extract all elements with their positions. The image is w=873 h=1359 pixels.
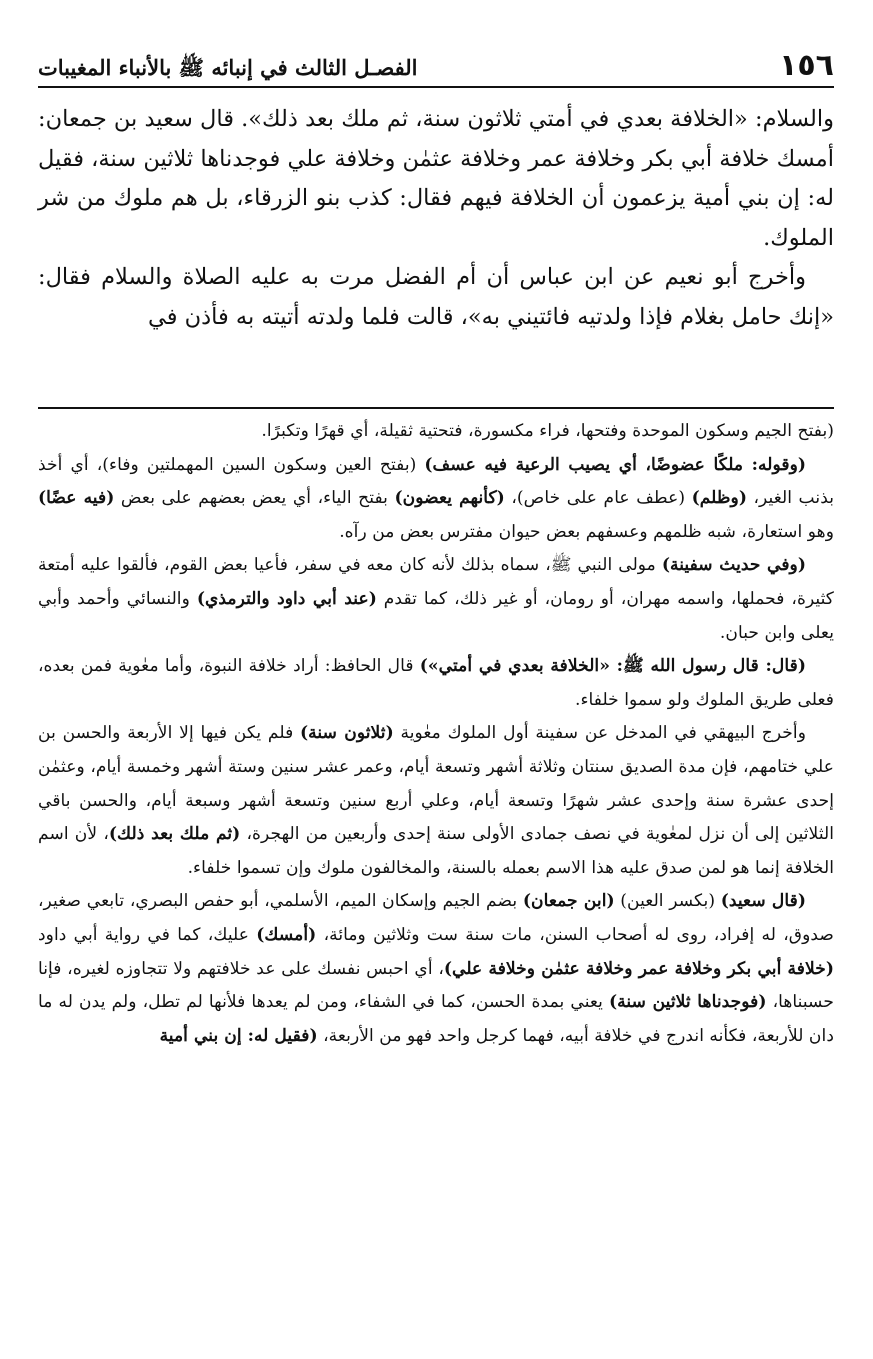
commentary-text: (عطف عام على خاص)، <box>504 488 692 509</box>
quoted-lemma: (وفي حديث سفينة) <box>661 555 806 576</box>
quoted-lemma: (أمسك) <box>256 924 317 945</box>
quoted-lemma: (ثم ملك بعد ذلك) <box>108 824 241 845</box>
quoted-lemma: (وظلم) <box>691 488 747 509</box>
commentary-text: قال الحافظ: أراد خلافة النبوة، وأما معٰوية فمن بعده، فعلى طريق الملوك ولو سموا خلفاء. <box>38 656 834 710</box>
quoted-lemma: (ابن جمعان) <box>522 891 615 912</box>
quoted-lemma: (وقوله: ملكًا عضوضًا، أي يصيب الرعية فيه عسف) <box>424 454 806 475</box>
quoted-lemma: (قال: قال رسول الله ﷺ: «الخلافة بعدي في أمتي») <box>419 656 806 677</box>
quoted-lemma: (قال سعيد) <box>720 891 806 912</box>
commentary-text: وهو استعارة، شبه ظلمهم وعسفهم بعض حيوان مفترس بعض من رآه. <box>339 521 834 542</box>
commentary-text: وأخرج البيهقي في المدخل عن سفينة أول الملوك معٰوية <box>393 723 807 744</box>
footnote-separator <box>38 407 834 409</box>
main-paragraph: والسلام: «الخلافة بعدي في أمتي ثلاثون سنة، ثم ملك بعد ذلك». قال سعيد بن جمعان: أمسك خلافة أبي بكر وخلافة عمر وخلافة عثمٰن وخلافة علي فوجدناها ثلاثين سنة، فقيل له: إن بني أمية يزعمون أن الخلافة فيهم فقال: كذب بنو الزرقاء، بل هم ملوك من شر الملوك. <box>38 106 834 251</box>
commentary-text: ، أي احبس نفسك على عد خلافتهم ولا تتجاوزه لغيره، فإنا حسبناها، <box>38 958 834 1013</box>
commentary-text: والنسائي وأحمد وأبي يعلى وابن حبان. <box>38 588 834 643</box>
commentary-paragraph <box>38 717 834 885</box>
commentary-text: بفتح الياء، أي يعض بعضهم على بعض <box>114 488 395 509</box>
quoted-lemma: (فقيل له: إن بني أمية <box>159 1025 318 1046</box>
commentary-text: يعني بمدة الحسن، كما في الشفاء، ومن لم يعدها فلأنها لم تطل، ولم يدن له ما دان للأربعة، فكأنه اندرج في خلافة أبيه، فهما كرجل واحد فهو من الأربعة، <box>38 992 834 1046</box>
commentary-text: عليك، كما في رواية أبي داود <box>38 924 257 945</box>
chapter-title: الفصـل الثالث في إنبائه ﷺ بالأنباء المغيبات <box>38 55 418 80</box>
commentary-text: ، لأن اسم الخلافة إنما هو لمن صدق عليه هذا الاسم بعمله بالسنة، والمخالفون ملوك وإن تسموا خلفاء. <box>38 824 834 878</box>
running-head <box>38 48 834 88</box>
quoted-lemma: (كأنهم يعضون) <box>394 488 505 509</box>
commentary-paragraph <box>38 885 834 1053</box>
commentary-paragraph <box>38 650 834 717</box>
commentary-text: (بفتح الجيم وسكون الموحدة وفتحها، فراء مكسورة، فتحتية ثقيلة، أي قهرًا وتكبرًا. <box>261 421 834 441</box>
quoted-lemma: (فيه عضًا) <box>38 488 115 509</box>
quoted-lemma: (خلافة أبي بكر وخلافة عمر وخلافة عثمٰن وخلافة علي) <box>443 958 834 979</box>
commentary-text: بضم الجيم وإسكان الميم، الأسلمي، أبو حفص البصري، تابعي صغير، صدوق، له إفراد، روى له أصحاب السنن، مات سنة ست وثلاثين ومائة، <box>38 891 834 945</box>
main-text <box>38 100 834 337</box>
commentary-notes <box>38 415 834 1053</box>
commentary-text: فلم يكن فيها إلا الأربعة والحسن بن علي ختامهم، فإن مدة الصديق سنتان وثلاثة أشهر وتسعة أيام، وعمر عشر سنين وستة أشهر وخمسة أيام، وعثمٰن إحدى عشرة سنة وإحدى عشر شهرًا وتسعة أيام، وعلي أربع سنين وتسعة أشهر وسبعة أيام، والحسن باقي الثلاثين إلى أن نزل لمعٰوية في نصف جمادى الأولى سنة إحدى وأربعين من الهجرة، <box>38 723 835 845</box>
quoted-lemma: (عند أبي داود والترمذي) <box>196 588 377 609</box>
main-paragraph: وأخرج أبو نعيم عن ابن عباس أن أم الفضل مرت به عليه الصلاة والسلام فقال: «إنك حامل بغلام فإذا ولدتيه فائتيني به»، قالت فلما ولدته أتيته به فأذن في <box>38 264 834 330</box>
quoted-lemma: (فوجدناها ثلاثين سنة) <box>609 992 767 1013</box>
quoted-lemma: (ثلاثون سنة) <box>300 723 394 744</box>
page-number: ١٥٦ <box>779 48 834 83</box>
commentary-text: (بفتح العين وسكون السين المهملتين وفاء)، أي أخذ بذنب الغير، <box>38 454 835 509</box>
commentary-paragraph <box>38 549 834 650</box>
commentary-paragraph <box>38 449 834 550</box>
commentary-text: (بكسر العين) <box>614 891 721 912</box>
book-page <box>38 48 834 1338</box>
commentary-text: مولى النبي ﷺ، سماه بذلك لأنه كان معه في سفر، فأعيا بعض القوم، فألقوا عليه أمتعة كثيرة، فحملها، واسمه مهران، أو رومان، أو غير ذلك، كما تقدم <box>38 555 834 609</box>
commentary-paragraph <box>38 415 834 449</box>
